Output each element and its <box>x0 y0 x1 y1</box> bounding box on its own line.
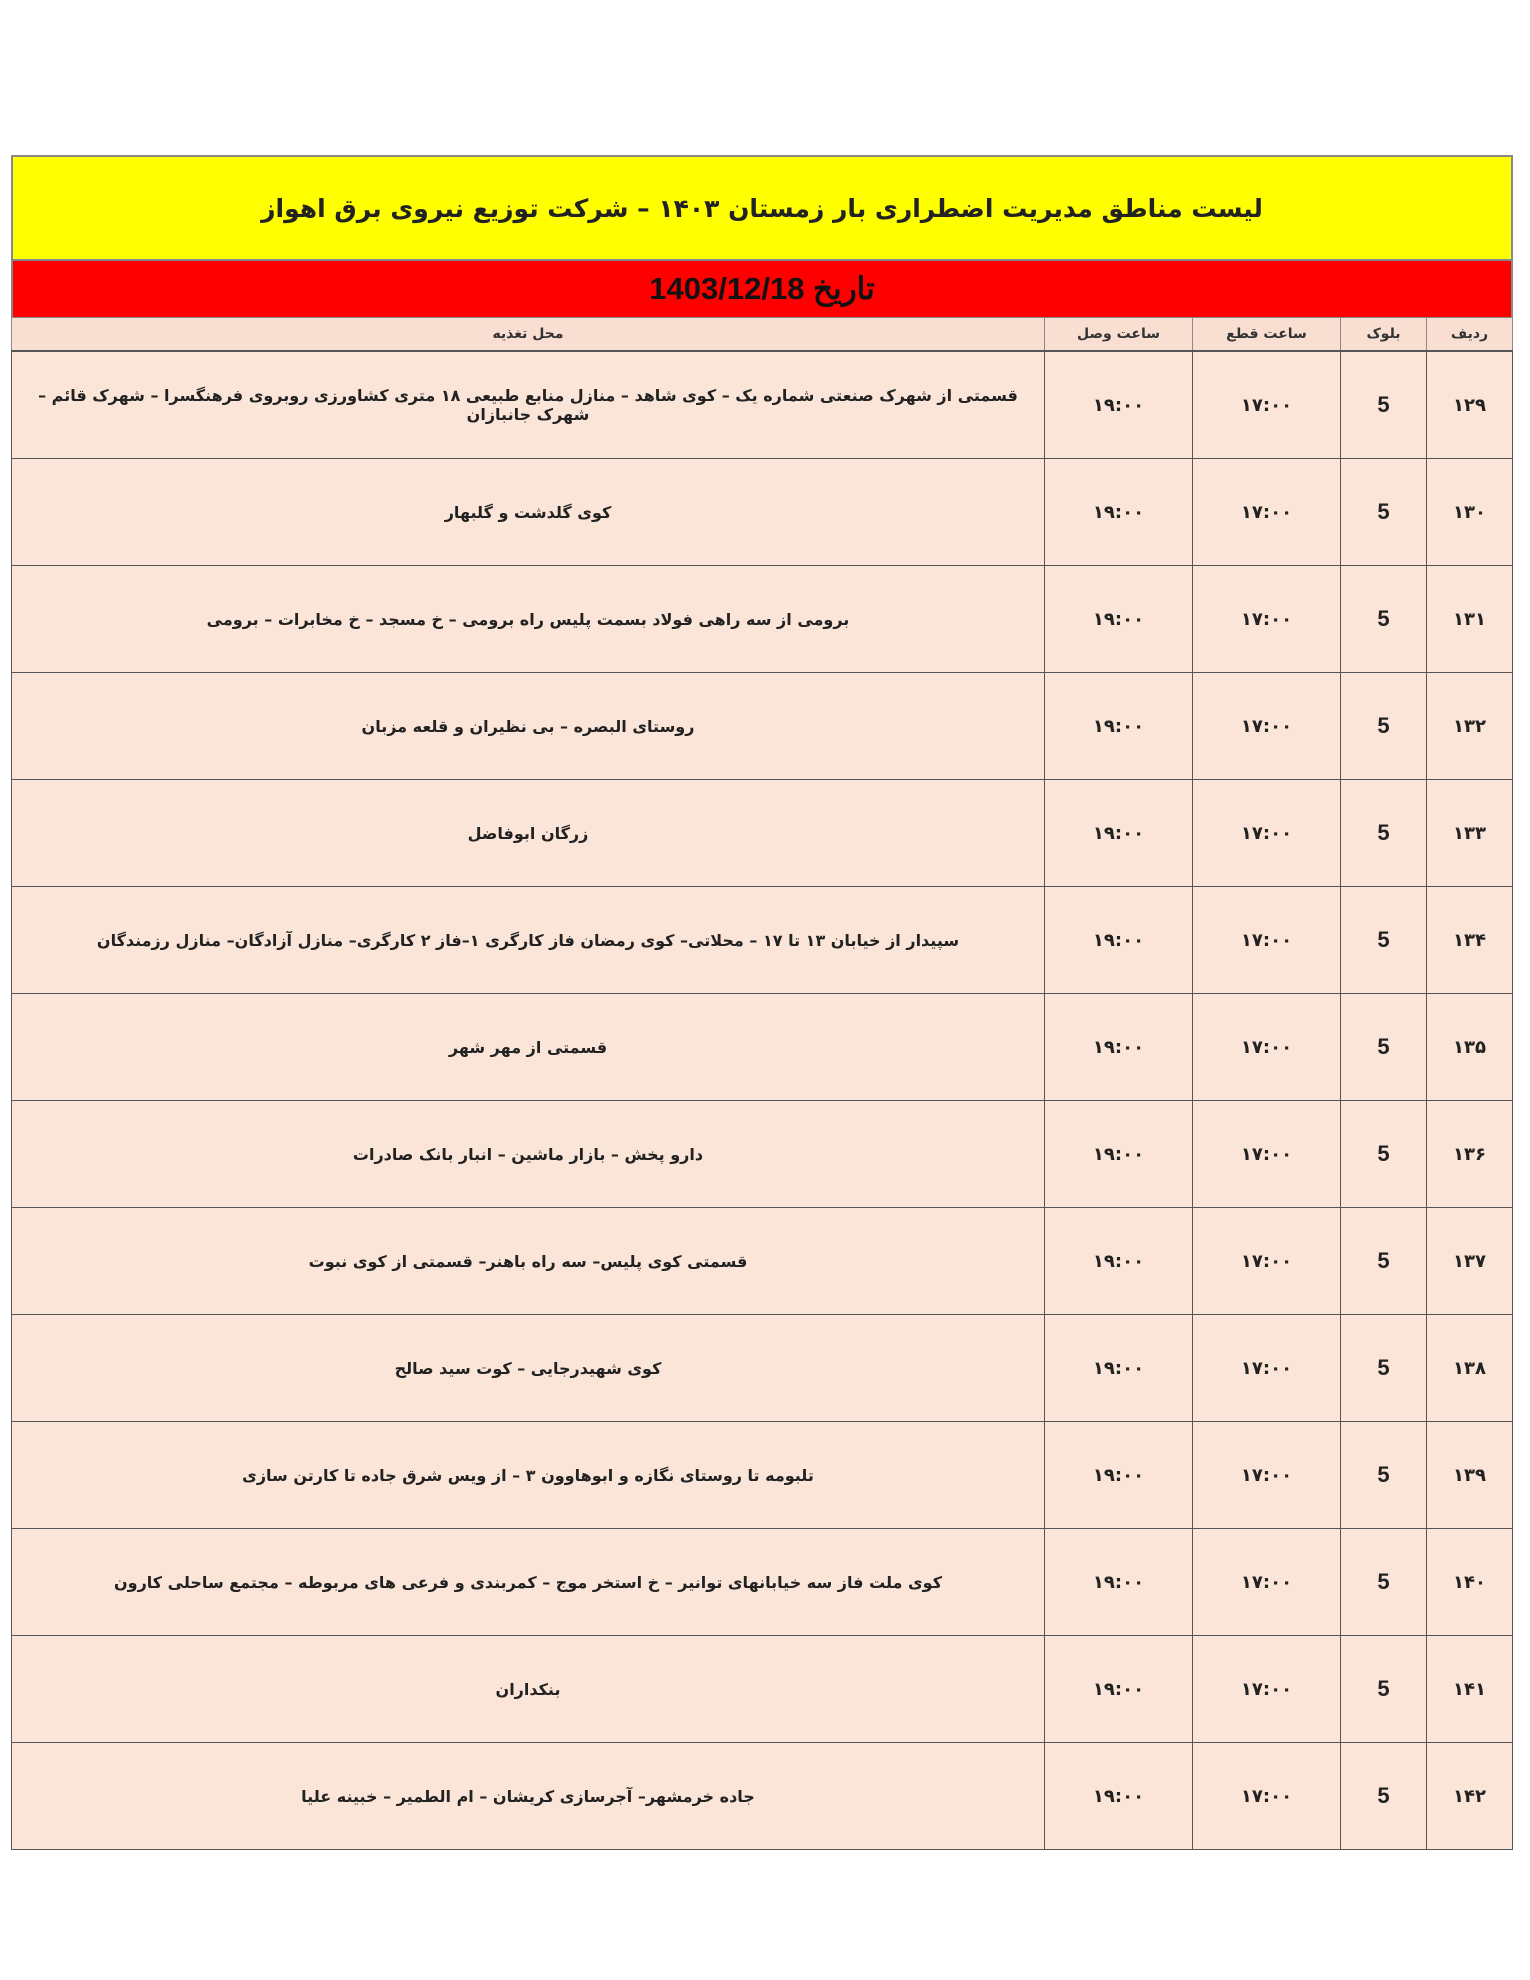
table-row <box>12 1101 1513 1208</box>
row-number-cell: ۱۳۵ <box>1427 994 1513 1101</box>
location-cell: کوی گلدشت و گلبهار <box>12 459 1045 566</box>
location-cell: تلبومه تا روستای نگازه و ابوهاوون ۳ – از ویس شرق جاده تا کارتن سازی <box>12 1422 1045 1529</box>
cut-time-cell: ۱۷:۰۰ <box>1193 1529 1341 1636</box>
row-number-cell: ۱۴۰ <box>1427 1529 1513 1636</box>
location-cell: کوی شهیدرجایی – کوت سید صالح <box>12 1315 1045 1422</box>
location-cell: کوی ملت فاز سه خیابانهای توانیر – خ استخر موج – کمربندی و فرعی های مربوطه – مجتمع ساحلی کارون <box>12 1529 1045 1636</box>
table-row <box>12 994 1513 1101</box>
cut-time-cell: ۱۷:۰۰ <box>1193 1422 1341 1529</box>
cut-time-cell: ۱۷:۰۰ <box>1193 887 1341 994</box>
block-cell: 5 <box>1341 994 1427 1101</box>
row-number-cell: ۱۳۷ <box>1427 1208 1513 1315</box>
location-cell: قسمتی از مهر شهر <box>12 994 1045 1101</box>
header-connect-time: ساعت وصل <box>1045 318 1193 352</box>
block-cell: 5 <box>1341 1529 1427 1636</box>
row-number-cell: ۱۳۳ <box>1427 780 1513 887</box>
connect-time-cell: ۱۹:۰۰ <box>1045 459 1193 566</box>
header-block: بلوک <box>1341 318 1427 352</box>
table-row <box>12 887 1513 994</box>
row-number-cell: ۱۳۶ <box>1427 1101 1513 1208</box>
location-cell: سپیدار از خیابان ۱۳ تا ۱۷ – محلاتی– کوی رمضان فاز کارگری ۱–فاز ۲ کارگری– منازل آزادگان– منازل رزمندگان <box>12 887 1045 994</box>
table-row <box>12 780 1513 887</box>
table-row <box>12 566 1513 673</box>
cut-time-cell: ۱۷:۰۰ <box>1193 673 1341 780</box>
row-number-cell: ۱۳۹ <box>1427 1422 1513 1529</box>
location-cell: روستای البصره – بی نظیران و قلعه مزبان <box>12 673 1045 780</box>
cut-time-cell: ۱۷:۰۰ <box>1193 351 1341 459</box>
connect-time-cell: ۱۹:۰۰ <box>1045 1315 1193 1422</box>
table-row <box>12 351 1513 459</box>
block-cell: 5 <box>1341 673 1427 780</box>
row-number-cell: ۱۳۴ <box>1427 887 1513 994</box>
block-cell: 5 <box>1341 351 1427 459</box>
block-cell: 5 <box>1341 1101 1427 1208</box>
location-cell: قسمتی کوی پلیس– سه راه باهنر– قسمتی از کوی نبوت <box>12 1208 1045 1315</box>
row-number-cell: ۱۳۸ <box>1427 1315 1513 1422</box>
connect-time-cell: ۱۹:۰۰ <box>1045 887 1193 994</box>
table-row <box>12 1636 1513 1743</box>
connect-time-cell: ۱۹:۰۰ <box>1045 673 1193 780</box>
block-cell: 5 <box>1341 1743 1427 1850</box>
outage-table <box>11 317 1513 1850</box>
cut-time-cell: ۱۷:۰۰ <box>1193 994 1341 1101</box>
row-number-cell: ۱۳۱ <box>1427 566 1513 673</box>
row-number-cell: ۱۲۹ <box>1427 351 1513 459</box>
table-row <box>12 459 1513 566</box>
connect-time-cell: ۱۹:۰۰ <box>1045 351 1193 459</box>
cut-time-cell: ۱۷:۰۰ <box>1193 1636 1341 1743</box>
header-cut-time: ساعت قطع <box>1193 318 1341 352</box>
cut-time-cell: ۱۷:۰۰ <box>1193 1743 1341 1850</box>
row-number-cell: ۱۳۰ <box>1427 459 1513 566</box>
block-cell: 5 <box>1341 566 1427 673</box>
cut-time-cell: ۱۷:۰۰ <box>1193 459 1341 566</box>
block-cell: 5 <box>1341 1636 1427 1743</box>
connect-time-cell: ۱۹:۰۰ <box>1045 1743 1193 1850</box>
table-row <box>12 1529 1513 1636</box>
connect-time-cell: ۱۹:۰۰ <box>1045 1208 1193 1315</box>
table-header-row <box>12 318 1513 352</box>
block-cell: 5 <box>1341 1422 1427 1529</box>
location-cell: بنکداران <box>12 1636 1045 1743</box>
row-number-cell: ۱۳۲ <box>1427 673 1513 780</box>
connect-time-cell: ۱۹:۰۰ <box>1045 1636 1193 1743</box>
document-title: لیست مناطق مدیریت اضطراری بار زمستان ۱۴۰۳ – شرکت توزیع نیروی برق اهواز <box>11 155 1513 261</box>
cut-time-cell: ۱۷:۰۰ <box>1193 566 1341 673</box>
block-cell: 5 <box>1341 780 1427 887</box>
connect-time-cell: ۱۹:۰۰ <box>1045 1529 1193 1636</box>
connect-time-cell: ۱۹:۰۰ <box>1045 566 1193 673</box>
table-row <box>12 1208 1513 1315</box>
cut-time-cell: ۱۷:۰۰ <box>1193 1208 1341 1315</box>
block-cell: 5 <box>1341 1208 1427 1315</box>
row-number-cell: ۱۴۲ <box>1427 1743 1513 1850</box>
location-cell: زرگان ابوفاضل <box>12 780 1045 887</box>
table-row <box>12 1422 1513 1529</box>
header-location: محل تغذیه <box>12 318 1045 352</box>
connect-time-cell: ۱۹:۰۰ <box>1045 994 1193 1101</box>
table-row <box>12 1315 1513 1422</box>
cut-time-cell: ۱۷:۰۰ <box>1193 1101 1341 1208</box>
cut-time-cell: ۱۷:۰۰ <box>1193 780 1341 887</box>
location-cell: جاده خرمشهر– آجرسازی کریشان – ام الطمیر – خبینه علیا <box>12 1743 1045 1850</box>
location-cell: قسمتی از شهرک صنعتی شماره یک – کوی شاهد – منازل منابع طبیعی ۱۸ متری کشاورزی روبروی فرهنگسرا – شهرک قائم – شهرک جانبازان <box>12 351 1045 459</box>
connect-time-cell: ۱۹:۰۰ <box>1045 780 1193 887</box>
table-row <box>12 673 1513 780</box>
header-row-number: ردیف <box>1427 318 1513 352</box>
location-cell: دارو پخش – بازار ماشین – انبار بانک صادرات <box>12 1101 1045 1208</box>
outage-schedule-sheet <box>11 155 1513 1850</box>
location-cell: برومی از سه راهی فولاد بسمت پلیس راه برومی – خ مسجد – خ مخابرات – برومی <box>12 566 1045 673</box>
block-cell: 5 <box>1341 459 1427 566</box>
row-number-cell: ۱۴۱ <box>1427 1636 1513 1743</box>
connect-time-cell: ۱۹:۰۰ <box>1045 1101 1193 1208</box>
table-row <box>12 1743 1513 1850</box>
block-cell: 5 <box>1341 1315 1427 1422</box>
connect-time-cell: ۱۹:۰۰ <box>1045 1422 1193 1529</box>
block-cell: 5 <box>1341 887 1427 994</box>
cut-time-cell: ۱۷:۰۰ <box>1193 1315 1341 1422</box>
schedule-date: تاریخ 1403/12/18 <box>11 261 1513 317</box>
